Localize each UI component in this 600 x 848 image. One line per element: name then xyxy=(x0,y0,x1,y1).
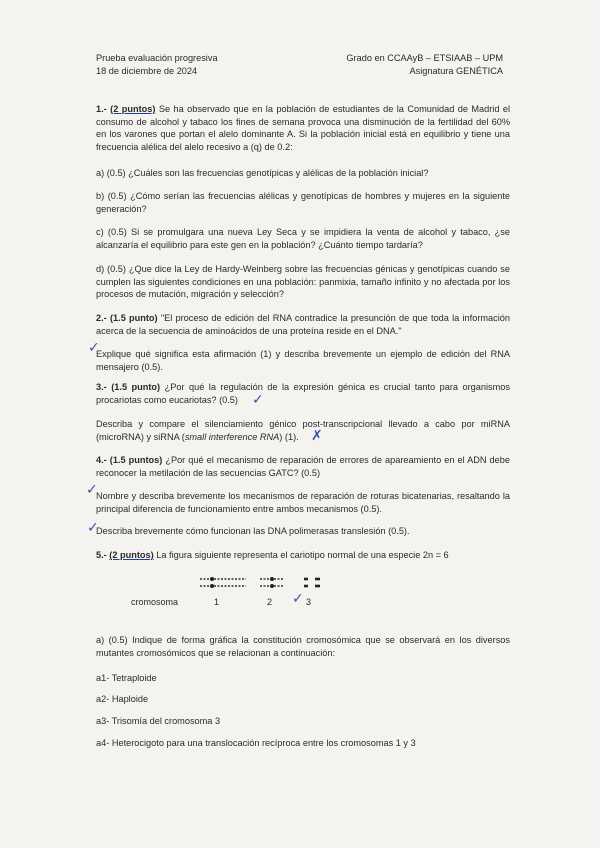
chromosome-1-centromere-b xyxy=(210,584,214,588)
chromosome-1-pair xyxy=(200,579,246,586)
check-mark-icon: ✓ xyxy=(87,520,99,536)
q1-text: Se ha observado que en la población de estudiantes de la Comunidad de Madrid el consumo de alcohol y tabaco los fines de semana provoca una disminución de la fertilidad del 60% en los varones que portan el alelo dominante A. Si la población inicial está en equilibrio y tiene una frecuencia alélica del alelo recesivo a (q) de 0.2: xyxy=(96,104,511,152)
chromosome-number-1: 1 xyxy=(214,597,220,607)
cross-mark-icon: ✗ xyxy=(311,428,323,444)
q5-part-a1: a1- Tetraploide xyxy=(96,673,157,683)
q3-subquestion xyxy=(96,418,510,443)
q5-part-a4: a4- Heterocigoto para una translocación recíproca entre los cromosomas 1 y 3 xyxy=(96,738,416,748)
exam-date: 18 de diciembre de 2024 xyxy=(96,66,198,76)
chromosome-3-centromere-a xyxy=(308,577,315,581)
q2-statement xyxy=(96,312,510,337)
q3-sub-end: ) (1). xyxy=(279,431,299,442)
q5-part-a: a) (0.5) Indique de forma gráfica la constitución cromosómica que se observará en los diversos mutantes cromosómicos que se relacionan a continuación: xyxy=(96,635,510,658)
q5-number: 5.- xyxy=(96,550,107,560)
q3-points: (1.5 punto) xyxy=(111,382,161,392)
q5-points: (2 puntos) xyxy=(109,550,154,560)
q1-statement xyxy=(96,103,510,153)
q2-points: (1.5 punto) xyxy=(109,313,158,323)
chromosome-2-centromere-b xyxy=(270,584,274,588)
chromosome-number-3: 3 xyxy=(306,597,312,607)
q4-subquestion-2: Describa brevemente cómo funcionan las DNA polimerasas translesión (0.5). xyxy=(96,526,410,536)
q1-part-c: c) (0.5) Si se promulgara una nueva Ley Seca y se impidiera la venta de alcohol y tabaco, ¿se alcanzaría el equilibrio para este gen en la población? ¿Cuánto tiempo tardaría? xyxy=(96,227,510,250)
q1-number: 1.- xyxy=(96,104,107,114)
q1-part-a: a) (0.5) ¿Cuáles son las frecuencias genotípicas y alélicas de la población inicial? xyxy=(96,168,429,178)
chromosome-drawings xyxy=(196,574,356,596)
q1-part-d: d) (0.5) ¿Que dice la Ley de Hardy-Weinberg sobre las frecuencias génicas y genotípicas cuando se cumplen las siguientes condiciones en una población: panmixia, tamaño infinito y no afectada por los procesos de mutación, migración y selección? xyxy=(96,264,510,300)
check-mark-icon: ✓ xyxy=(252,392,264,408)
subject-name: Asignatura GENÉTICA xyxy=(409,66,503,76)
q4-points: (1.5 puntos) xyxy=(109,455,163,465)
chromosome-3-centromere-b xyxy=(308,584,315,588)
header-left xyxy=(96,52,218,78)
q3-sub-text: Describa y compare el silenciamiento génico post-transcripcional llevado a cabo por miRNA (microRNA) y siRNA ( xyxy=(96,419,510,442)
q3-sub-italic: small interference RNA xyxy=(184,431,280,442)
q5-part-a3: a3- Trisomía del cromosoma 3 xyxy=(96,716,221,726)
karyotype-label: cromosoma xyxy=(131,597,179,607)
q5-statement xyxy=(96,549,510,562)
q5-part-a2: a2- Haploide xyxy=(96,694,149,704)
q3-statement xyxy=(96,381,510,406)
q2-number: 2.- xyxy=(96,313,107,323)
q2-subquestion: Explique qué significa esta afirmación (1) y describa brevemente un ejemplo de edición del RNA mensajero (0.5). xyxy=(96,349,510,372)
check-mark-icon: ✓ xyxy=(86,482,98,498)
q4-text: ¿Por qué el mecanismo de reparación de errores de apareamiento en el ADN debe reconocer la metilación de las secuencias GATC? (0.5) xyxy=(96,455,510,478)
degree-name: Grado en CCAAyB – ETSIAAB – UPM xyxy=(346,53,503,63)
q3-text: ¿Por qué la regulación de la expresión génica es crucial tanto para organismos procariotas como eucariotas? (0.5) xyxy=(96,382,510,405)
q4-subquestion-1: Nombre y describa brevemente los mecanismos de reparación de roturas bicatenarias, resaltando la principal diferencia de funcionamiento entre ambos mecanismos (0.5). xyxy=(96,491,510,514)
q1-part-b: b) (0.5) ¿Cómo serían las frecuencias alélicas y genotípicas de hombres y mujeres en la siguiente generación? xyxy=(96,191,510,214)
q4-statement xyxy=(96,454,510,479)
header-right xyxy=(346,52,503,78)
chromosome-number-2: 2 xyxy=(267,597,273,607)
check-mark-icon: ✓ xyxy=(88,340,100,356)
exam-title: Prueba evaluación progresiva xyxy=(96,53,218,63)
q1-points: (2 puntos) xyxy=(110,104,156,114)
chromosome-2-centromere-a xyxy=(270,577,274,581)
q3-number: 3.- xyxy=(96,382,107,392)
q5-text: La figura siguiente representa el cariotipo normal de una especie 2n = 6 xyxy=(156,550,449,560)
check-mark-icon: ✓ xyxy=(292,591,304,607)
q4-number: 4.- xyxy=(96,455,107,465)
chromosome-1-centromere-a xyxy=(210,577,214,581)
q2-text: "El proceso de edición del RNA contradice la presunción de que toda la información acerca de la secuencia de aminoácidos de una proteína reside en el DNA." xyxy=(96,313,510,336)
